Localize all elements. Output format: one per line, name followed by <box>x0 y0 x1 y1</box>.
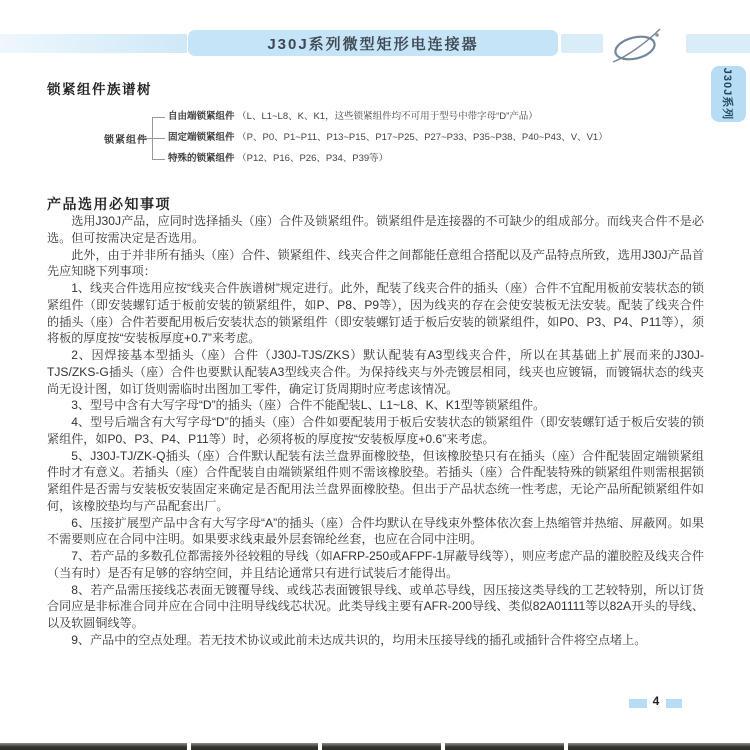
tree-branch-name: 固定端锁紧组件 <box>168 132 235 143</box>
tree-branch-special <box>168 153 388 165</box>
tree-branch-free-end <box>168 111 538 123</box>
tree-connector-line <box>152 138 165 139</box>
tree-branch-name: 特殊的锁紧组件 <box>168 153 235 164</box>
tree-branch-fixed-end <box>168 132 608 144</box>
note-item: 6、压接扩展型产品中含有大写字母“A”的插头（座）合件均默认在导线束外整体依次套上热缩管并热缩、屏蔽网。如果不需要则应在合同中注明。如果要求线束最外层套锦纶丝套，也应在合同中注明。 <box>47 515 704 547</box>
tree-connector-line <box>152 117 165 118</box>
tree-branch-detail: （P、P0、P1~P11、P13~P15、P17~P25、P27~P33、P35~P38、P40~P43、V、V1） <box>237 132 608 143</box>
scan-edge-artifact <box>0 743 750 750</box>
series-side-tab-label: J30J系列 <box>721 67 734 121</box>
note-item: 1、线夹合件选用应按“线夹合件族谱树”规定进行。此外，配装了线夹合件的插头（座）合件不宜配用板前安装状态的锁紧组件（即安装螺钉适于板前安装的锁紧组件，如P、P8、P9等），因为线夹的存在会使安装板无法安装。配装了线夹合件的插头（座）合件若要配用板后安装状态的锁紧组件（即安装螺钉适于板后安装的锁紧组件，如P0、P3、P4、P11等），须将板的厚度按“安装板厚度+0.7”来考虑。 <box>47 281 704 346</box>
header-decorative-strip-mid <box>561 34 603 53</box>
page-number: 4 <box>652 694 660 708</box>
note-item: 3、型号中含有大写字母“D”的插头（座）合件不能配装L、L1~L8、K、K1型等锁紧组件。 <box>71 398 546 413</box>
tree-connector-line <box>152 159 165 160</box>
note-item: 2、因焊接基本型插头（座）合件（J30J-TJS/ZKS）默认配装有A3型线夹合件，所以在其基础上扩展而来的J30J-TJS/ZKS-G插头（座）合件也要默认配装A3型线夹合件。为保持线夹与外壳镀层相同，线夹也应镀镉，而镀镉状态的线夹尚无设计图，如订货则需临时出图加工零件，确定订货周期时应考虑该情况。 <box>47 348 704 396</box>
family-tree-root-label: 锁紧组件 <box>104 135 148 146</box>
note-item: 4、型号后端含有大写字母“D”的插头（座）合件如要配装用于板后安装状态的锁紧组件（即安装螺钉适于板后安装的锁紧组件，如P0、P3、P4、P11等）时，必须将板的厚度按“安装板厚度+0.6”来考虑。 <box>47 415 704 446</box>
notes-section-title: 产品选用必知事项 <box>47 196 171 212</box>
note-item: 9、产品中的空点处理。若无技术协议或此前未达成共识的，均用未压接导线的插孔或插针合件将空点堵上。 <box>71 632 647 647</box>
note-item: 7、若产品的多数孔位都需接外径较粗的导线（如AFRP-250或AFPF-1屏蔽导线等），则应考虑产品的灌胶腔及线夹合件（当有时）是否有足够的容纳空间，并且结论通常只有进行试装后才能得出。 <box>47 549 704 580</box>
tree-branch-detail: （P12、P16、P26、P34、P39等） <box>237 153 389 164</box>
family-tree-title: 锁紧组件族谱树 <box>47 82 152 97</box>
tree-branch-detail: （L、L1~L8、K、K1，这些锁紧组件均不可用于型号中带字母“D”产品） <box>237 111 538 122</box>
series-side-tab <box>711 66 746 122</box>
footer-decorative-square <box>666 699 682 708</box>
note-item: 5、J30J-TJ/ZK-Q插头（座）合件默认配装有法兰盘界面橡胶垫，但该橡胶垫只有在插头（座）合件配装固定端锁紧组件时才有意义。若插头（座）合件配装自由端锁紧组件则不需该橡胶垫。若插头（座）合件配装特殊的锁紧组件则需根据锁紧组件是否需与安装板安装固定来确定是否配用法兰盘界面橡胶垫。但出于产品状态统一性考虑，无论产品所配锁紧组件如何，该橡胶垫均与产品配套出厂。 <box>47 448 704 513</box>
note-item: 8、若产品需压接线芯表面无镀覆导线、或线芯表面镀银导线、或单芯导线，因压接这类导线的工艺较特别，所以订货合同应是非标准合同并应在合同中注明导线线芯状况。此类导线主要有AFR-200导线、类似82A01111等以82A开头的导线、以及软圆铜线等。 <box>47 582 704 630</box>
header-decorative-strip-right <box>686 34 750 53</box>
page-header-title: J30J系列微型矩形电连接器 <box>188 30 558 56</box>
tree-connector-line <box>141 138 152 139</box>
notes-intro-paragraph: 选用J30J产品，应同时选择插头（座）合件及锁紧组件。锁紧组件是连接器的不可缺少的组成部分。而线夹合件不是必选。但可按需决定是否选用。 <box>47 214 704 245</box>
tree-branch-name: 自由端锁紧组件 <box>168 111 235 122</box>
footer-decorative-square <box>629 699 647 708</box>
notes-body <box>47 213 704 649</box>
company-logo-icon <box>608 26 664 66</box>
notes-intro-paragraph: 此外，由于并非所有插头（座）合件、锁紧组件、线夹合件之间都能任意组合搭配以及产品特点所致，选用J30J产品首先应知晓下列事项： <box>47 247 704 279</box>
header-decorative-strip-left <box>0 34 187 53</box>
